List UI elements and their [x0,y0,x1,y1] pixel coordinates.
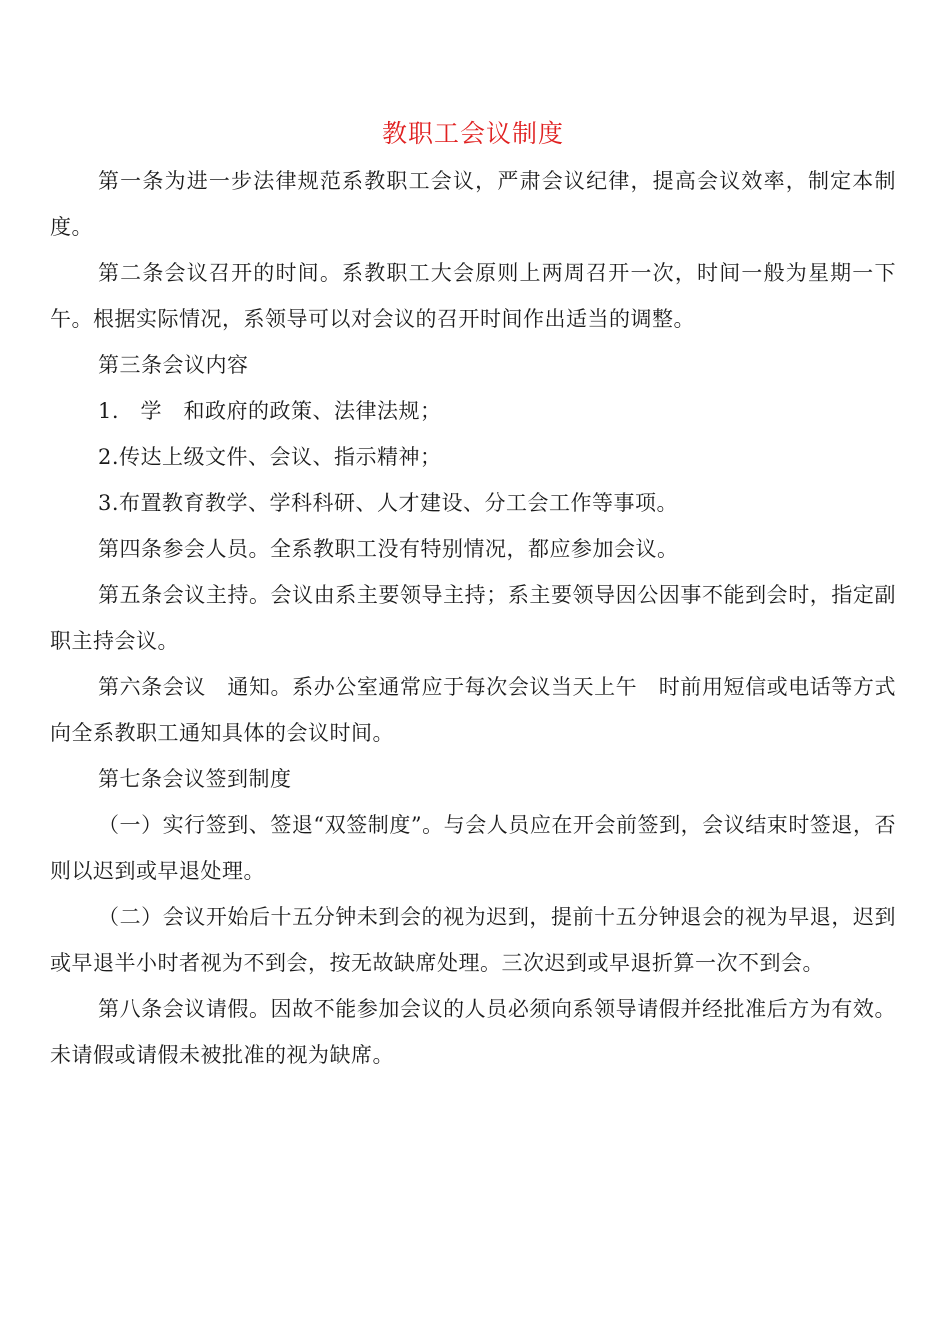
article-7-heading: 第七条会议签到制度 [98,767,292,791]
article-8: 第八条会议请假。因故不能参加会议的人员必须向系领导请假并经批准后方为有效。未请假或请假未被批准的视为缺席。 [50,997,896,1067]
article-3-item-1: 1. 学 和政府的政策、法律法规； [98,399,442,423]
article-2: 第二条会议召开的时间。系教职工大会原则上两周召开一次，时间一般为星期一下午。根据实际情况，系领导可以对会议的召开时间作出适当的调整。 [50,261,896,331]
article-5: 第五条会议主持。会议由系主要领导主持；系主要领导因公因事不能到会时，指定副职主持会议。 [50,583,896,653]
article-3-heading: 第三条会议内容 [98,353,249,377]
article-3-item-3: 3.布置教育教学、学科科研、人才建设、分工会工作等事项。 [98,491,679,515]
document-title: 教职工会议制度 [381,119,564,148]
article-7-clause-2: （二）会议开始后十五分钟未到会的视为迟到，提前十五分钟退会的视为早退，迟到或早退半小时者视为不到会，按无故缺席处理。三次迟到或早退折算一次不到会。 [50,905,896,975]
article-3-item-2: 2.传达上级文件、会议、指示精神； [98,445,442,469]
article-6: 第六条会议 通知。系办公室通常应于每次会议当天上午 时前用短信或电话等方式向全系教职工通知具体的会议时间。 [50,675,896,745]
article-1: 第一条为进一步法律规范系教职工会议，严肃会议纪律，提高会议效率，制定本制度。 [50,169,896,239]
article-7-clause-1: （一）实行签到、签退“双签制度”。与会人员应在开会前签到，会议结束时签退，否则以迟到或早退处理。 [50,813,896,883]
article-4: 第四条参会人员。全系教职工没有特别情况，都应参加会议。 [98,537,679,561]
document-page [50,112,896,1078]
